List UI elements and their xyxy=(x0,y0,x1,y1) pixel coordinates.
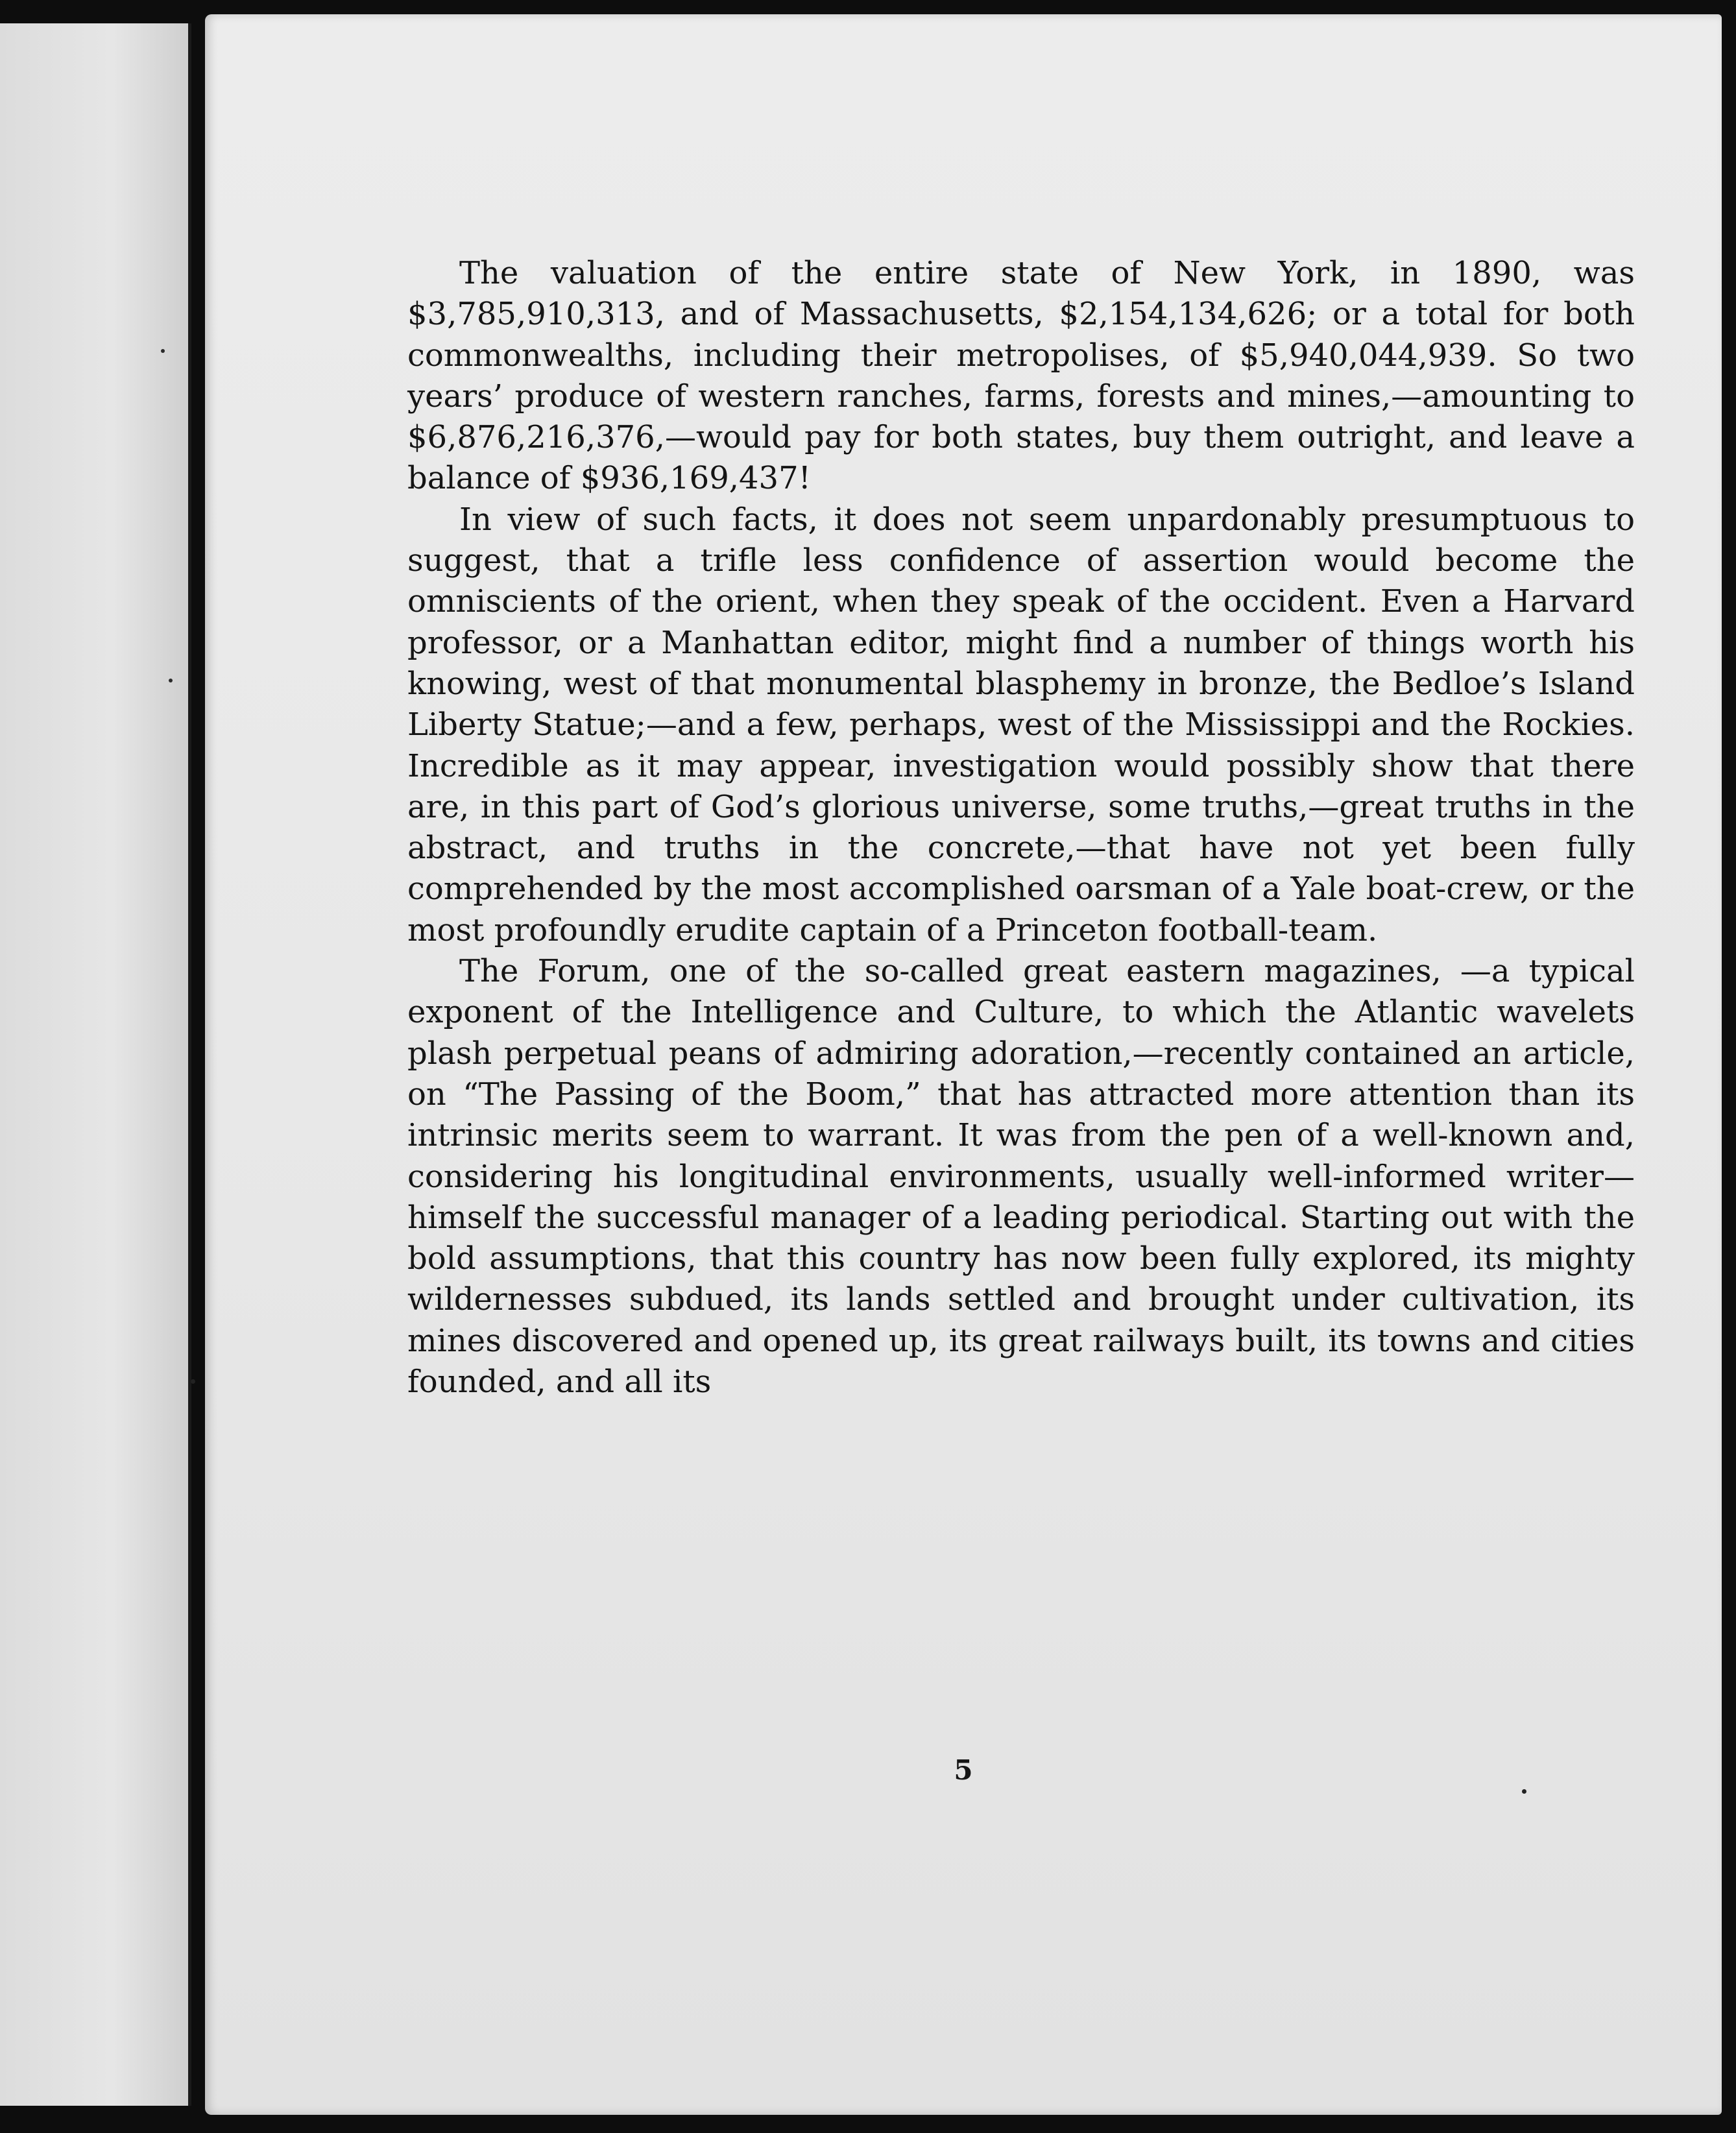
facing-page-edge xyxy=(0,23,191,2106)
speck-mark xyxy=(161,349,165,353)
speck-mark xyxy=(169,679,173,682)
paragraph-valuation: The valuation of the entire state of New York, in 1890, was $3,785,910,313, and of Massachusetts, $2,154,134,626; or a total for both commonwealths, including their metropolises, of $5,940,044,939. So two years’ produce of western ranches, farms, forests and mines,—amounting to $6,876,216,376,—would pay for both states, buy them outright, and leave a balance of $936,169,437! xyxy=(407,255,1635,497)
page-number: 5 xyxy=(954,1754,973,1786)
speck-mark xyxy=(191,1379,195,1384)
paragraph-forum: The Forum, one of the so-called great eastern magazines, —a typical exponent of the Intelligence and Culture, to which the Atlantic wavelets plash perpetual peans of admiring adoration,—recently contained an article, on “The Passing of the Boom,” that has attracted more attention than its intrinsic merits seem to warrant. It was from the pen of a well-known and, considering his longitudinal environments, usually well-informed writer—himself the successful manager of a leading periodical. Starting out with the bold assumptions, that this country has now been fully explored, its mighty wildernesses subdued, its lands settled and brought under cultivation, its mines discovered and opened up, its great railways built, its towns and cities founded, and all its xyxy=(407,953,1635,1401)
book-page xyxy=(205,14,1722,2115)
paragraph-facts: In view of such facts, it does not seem unpardonably presumptuous to suggest, that a trifle less confidence of assertion would become the omniscients of the orient, when they speak of the occident. Even a Harvard professor, or a Manhattan editor, might find a number of things worth his knowing, west of that monumental blasphemy in bronze, the Bedloe’s Island Liberty Statue;—and a few, perhaps, west of the Mississippi and the Rockies. Incredible as it may appear, investigation would possibly show that there are, in this part of God’s glorious universe, some truths,—great truths in the abstract, and truths in the concrete,—that have not yet been fully comprehended by the most accomplished oarsman of a Yale boat-crew, or the most profoundly erudite captain of a Princeton football-team. xyxy=(407,501,1635,948)
body-text xyxy=(407,253,1635,1403)
speck-mark xyxy=(1522,1789,1526,1794)
